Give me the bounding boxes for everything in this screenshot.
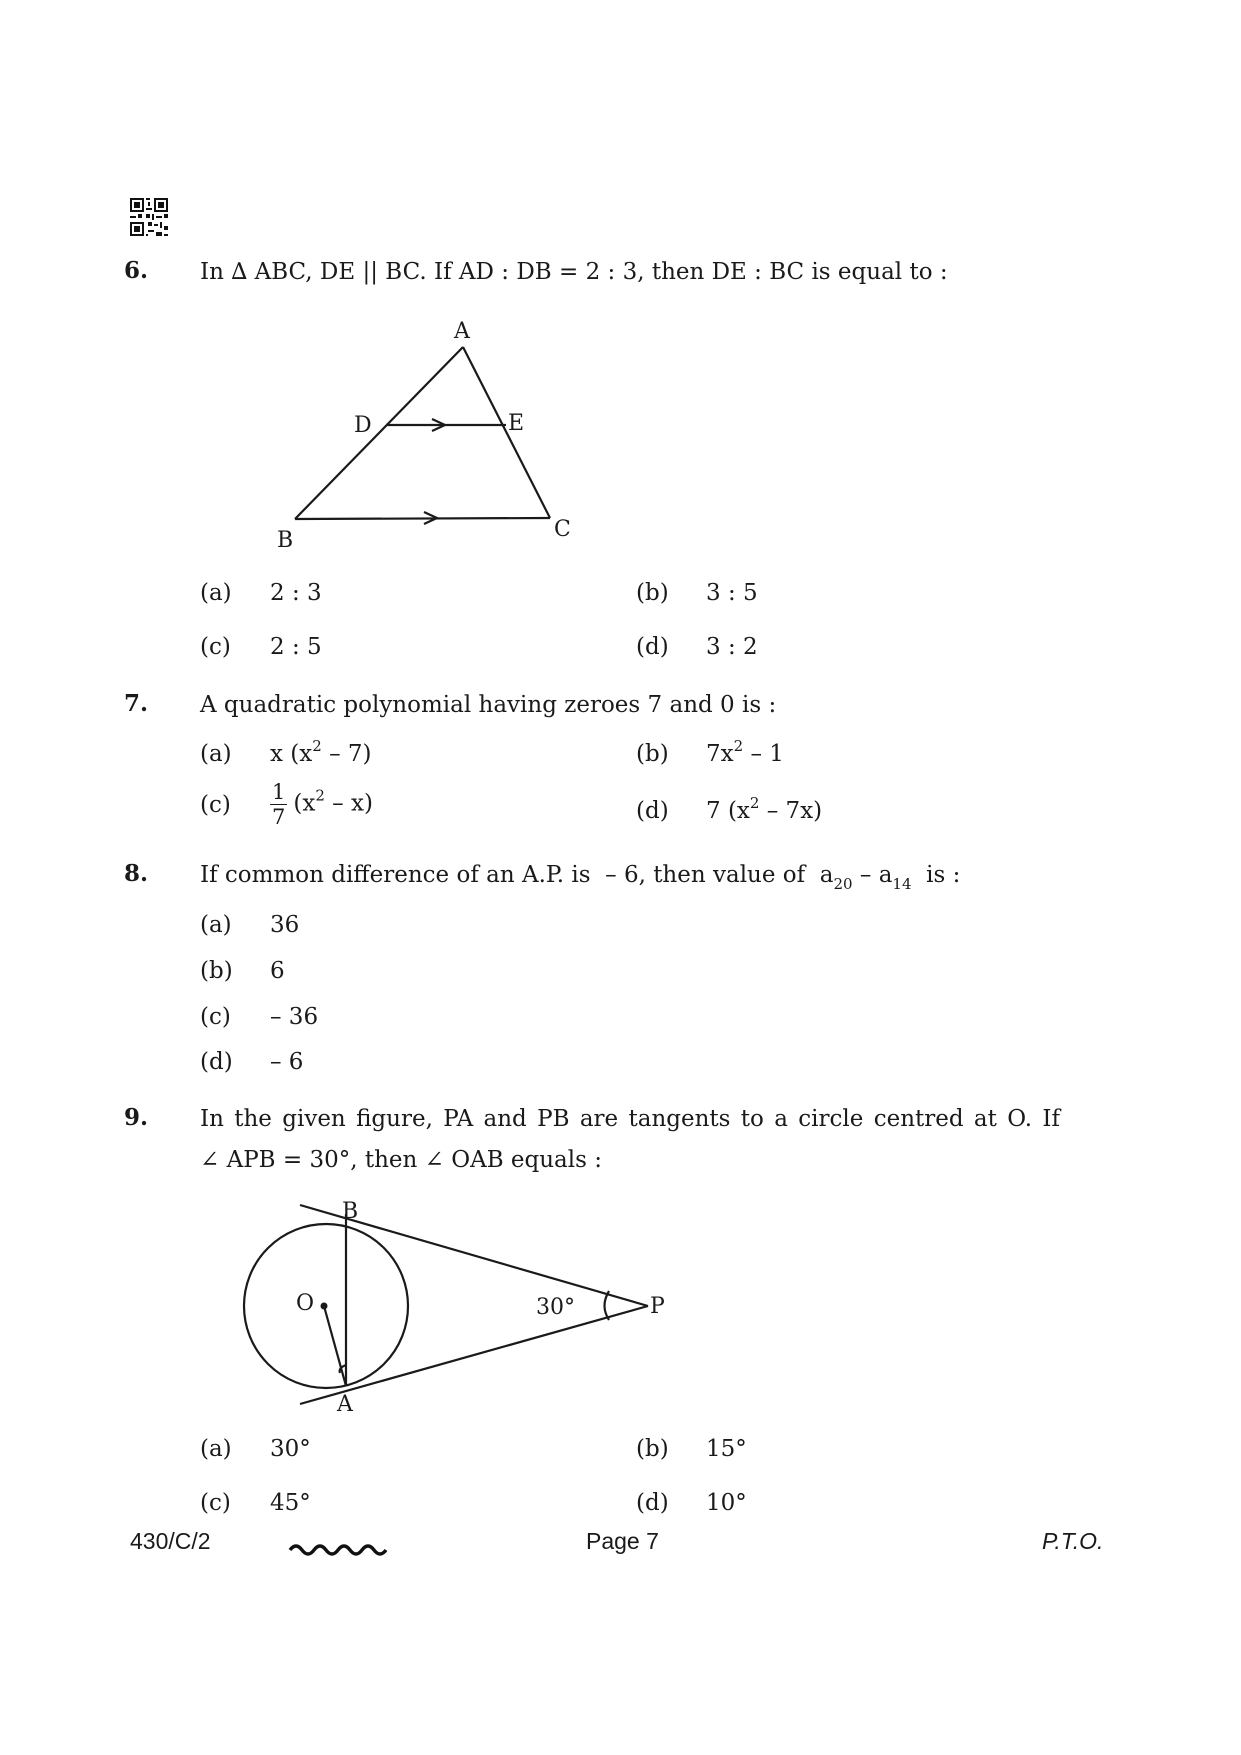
q9-option-c: (c) 45° [200,1490,311,1516]
question-9-text-line1: In the given figure, PA and PB are tangents to a circle centred at O. If [200,1106,1060,1132]
label-p: P [650,1294,665,1319]
page-number: Page 7 [586,1528,659,1554]
label-e: E [508,411,525,436]
center-point-o [321,1303,328,1310]
label-angle-30: 30° [536,1295,575,1320]
paper-code: 430/C/2 [130,1528,211,1554]
question-9-number: 9. [124,1104,149,1131]
q9-option-d: (d) 10° [636,1490,747,1516]
qr-code-icon [130,198,168,236]
pto-text: P.T.O. [1042,1528,1104,1554]
question-6-text: In ∆ ABC, DE || BC. If AD : DB = 2 : 3, then DE : BC is equal to : [200,259,948,285]
q8-option-d: (d) – 6 [200,1049,304,1075]
question-7-number: 7. [124,690,149,717]
q8-option-b: (b) 6 [200,958,285,984]
q7-option-c: (c) $\frac{1}{7}$ $(x^2 - x)$ [200,780,373,829]
question-6-number: 6. [124,257,149,284]
q9-option-b: (b) 15° [636,1436,747,1462]
q8-option-a: (a) 36 [200,912,300,938]
q7-option-d: (d) 7 $(x^2 - 7x)$ [636,794,823,824]
label-b-circle: B [342,1199,359,1224]
question-8-number: 8. [124,860,149,887]
wave-decoration-icon [288,1540,388,1556]
q6-option-b: (b) 3 : 5 [636,580,758,606]
question-9-text-line2: ∠ APB = 30°, then ∠ OAB equals : [200,1147,602,1173]
q6-option-c: (c) 2 : 5 [200,634,322,660]
label-c: C [554,517,571,542]
q7-option-b: (b) $7x^2 - 1$ [636,737,784,767]
label-a-circle: A [337,1392,353,1417]
q8-option-c: (c) – 36 [200,1004,319,1030]
question-7-text: A quadratic polynomial having zeroes 7 and 0 is : [200,692,777,718]
label-d: D [354,413,372,438]
label-o: O [296,1291,315,1316]
question-8-text: If common difference of an A.P. is – 6, then value of $a_{20} - a_{14}$ is : [200,862,961,893]
q9-option-a: (a) 30° [200,1436,311,1462]
label-a: A [454,319,470,344]
q6-option-a: (a) 2 : 3 [200,580,322,606]
q6-option-d: (d) 3 : 2 [636,634,758,660]
q7-option-a: (a) x $(x^2 - 7)$ [200,737,372,767]
label-b: B [277,528,294,553]
fraction-one-seventh: $\frac{1}{7}$ [272,780,286,829]
